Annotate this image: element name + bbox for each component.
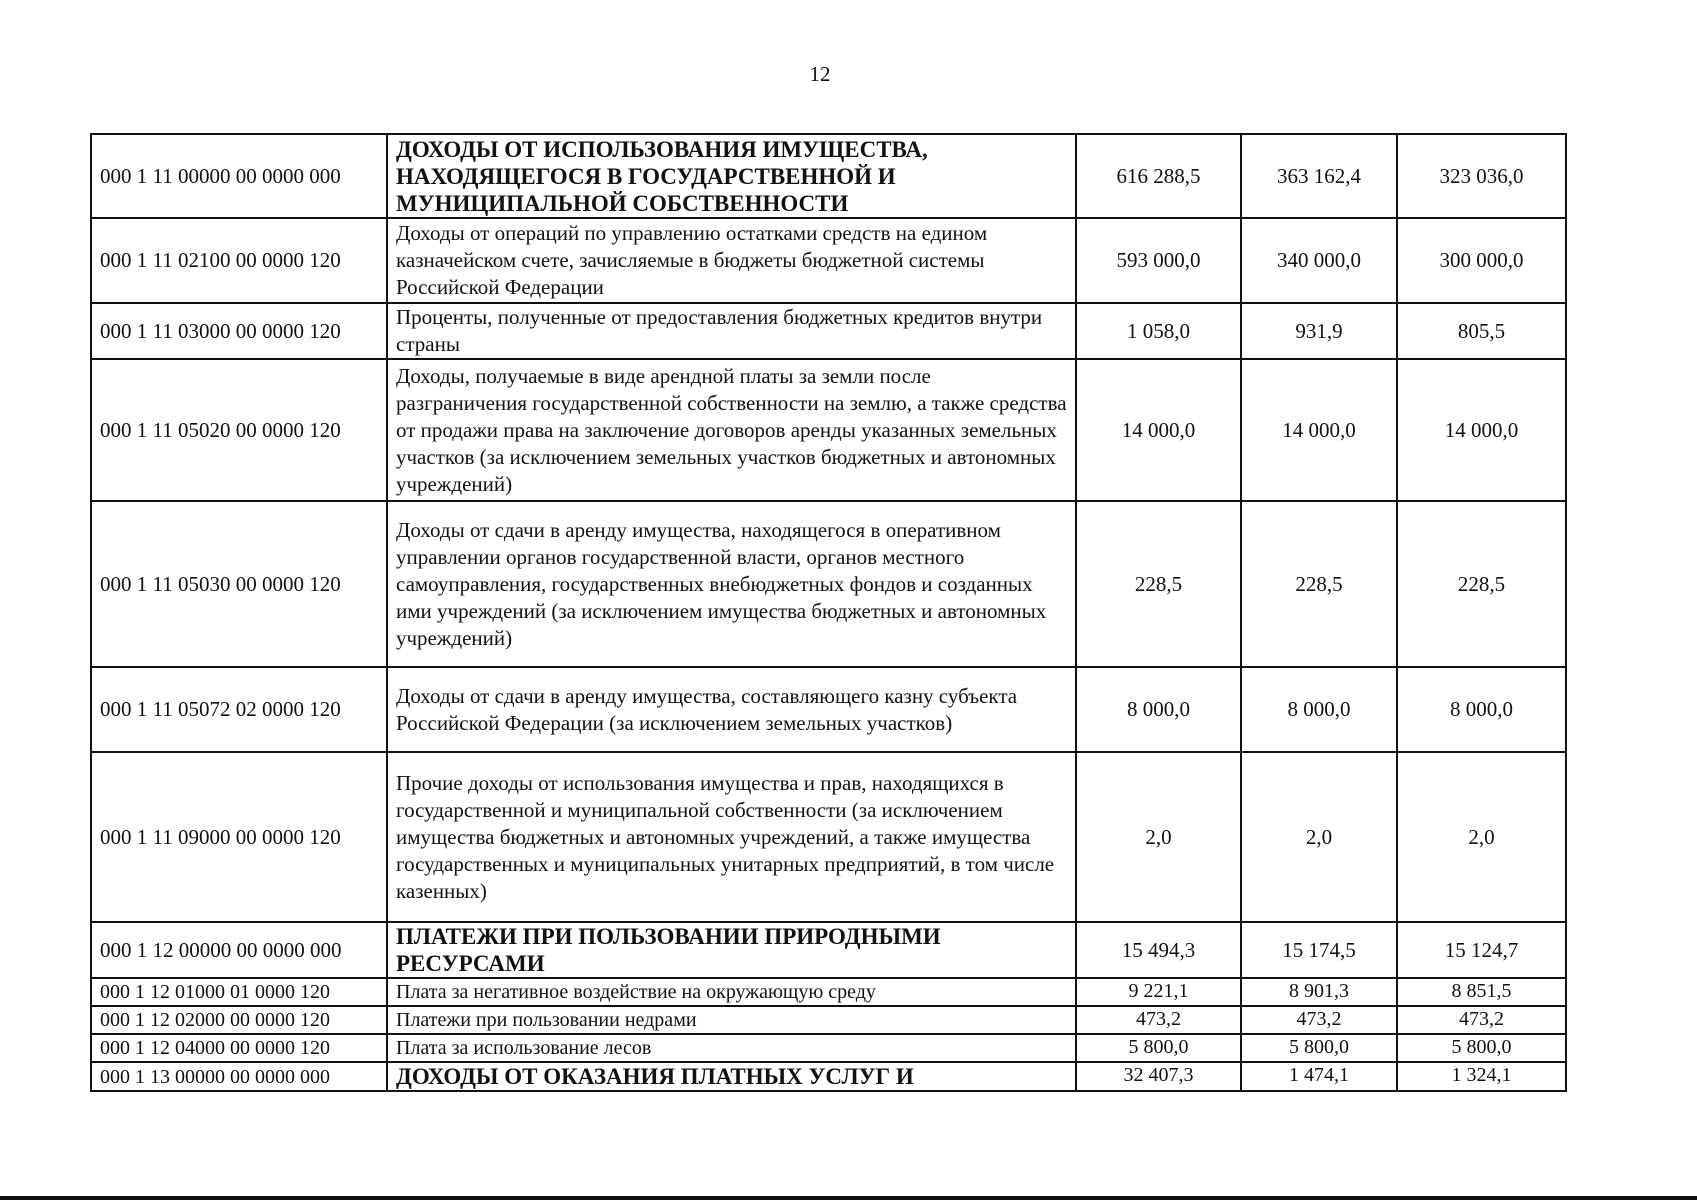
row-name: ПЛАТЕЖИ ПРИ ПОЛЬЗОВАНИИ ПРИРОДНЫМИ РЕСУРСАМИ — [387, 922, 1076, 978]
row-value-3: 300 000,0 — [1397, 218, 1566, 303]
row-name: Плата за негативное воздействие на окружающую среду — [387, 978, 1076, 1006]
row-value-3: 14 000,0 — [1397, 359, 1566, 501]
row-value-1: 616 288,5 — [1076, 134, 1241, 218]
table-row — [91, 667, 1566, 752]
row-code: 000 1 13 00000 00 0000 000 — [91, 1062, 387, 1091]
row-code: 000 1 11 02100 00 0000 120 — [91, 218, 387, 303]
row-value-3: 8 000,0 — [1397, 667, 1566, 752]
row-code: 000 1 11 09000 00 0000 120 — [91, 752, 387, 922]
row-value-3: 5 800,0 — [1397, 1034, 1566, 1062]
row-code: 000 1 11 05030 00 0000 120 — [91, 501, 387, 667]
row-name: Платежи при пользовании недрами — [387, 1006, 1076, 1034]
row-value-2: 2,0 — [1241, 752, 1397, 922]
table-row — [91, 359, 1566, 501]
page-number: 12 — [809, 62, 831, 86]
row-value-3: 805,5 — [1397, 303, 1566, 359]
row-value-2: 15 174,5 — [1241, 922, 1397, 978]
row-value-3: 15 124,7 — [1397, 922, 1566, 978]
row-code: 000 1 11 03000 00 0000 120 — [91, 303, 387, 359]
row-value-1: 14 000,0 — [1076, 359, 1241, 501]
table-row — [91, 1062, 1566, 1091]
row-value-2: 473,2 — [1241, 1006, 1397, 1034]
row-value-2: 8 901,3 — [1241, 978, 1397, 1006]
page-bottom-edge — [0, 1196, 1697, 1200]
row-name: Доходы от операций по управлению остатками средств на едином казначейском счете, зачисляемые в бюджеты бюджетной системы Российской Федерации — [387, 218, 1076, 303]
row-value-1: 473,2 — [1076, 1006, 1241, 1034]
row-code: 000 1 11 00000 00 0000 000 — [91, 134, 387, 218]
row-name: Доходы от сдачи в аренду имущества, находящегося в оперативном управлении органов государственной власти, органов местного самоуправления, государственных внебюджетных фондов и созданных ими учреждений (за исключением имущества бюджетных и автономных учреждений) — [387, 501, 1076, 667]
row-name: Прочие доходы от использования имущества и прав, находящихся в государственной и муниципальной собственности (за исключением имущества бюджетных и автономных учреждений, а также имущества государственных и муниципальных унитарных предприятий, в том числе казенных) — [387, 752, 1076, 922]
row-value-2: 340 000,0 — [1241, 218, 1397, 303]
row-value-3: 228,5 — [1397, 501, 1566, 667]
row-value-2: 228,5 — [1241, 501, 1397, 667]
table-row — [91, 1034, 1566, 1062]
table-row — [91, 501, 1566, 667]
row-name: Доходы, получаемые в виде арендной платы за земли после разграничения государственной собственности на землю, а также средства от продажи права на заключение договоров аренды указанных земельных участков (за исключением земельных участков бюджетных и автономных учреждений) — [387, 359, 1076, 501]
row-value-1: 1 058,0 — [1076, 303, 1241, 359]
table-row — [91, 1006, 1566, 1034]
row-value-1: 228,5 — [1076, 501, 1241, 667]
table-row — [91, 134, 1566, 218]
row-value-1: 9 221,1 — [1076, 978, 1241, 1006]
row-value-2: 363 162,4 — [1241, 134, 1397, 218]
table-row — [91, 752, 1566, 922]
row-code: 000 1 12 02000 00 0000 120 — [91, 1006, 387, 1034]
row-value-3: 323 036,0 — [1397, 134, 1566, 218]
row-code: 000 1 11 05020 00 0000 120 — [91, 359, 387, 501]
row-value-2: 5 800,0 — [1241, 1034, 1397, 1062]
row-value-1: 32 407,3 — [1076, 1062, 1241, 1091]
row-code: 000 1 12 01000 01 0000 120 — [91, 978, 387, 1006]
row-name: ДОХОДЫ ОТ ИСПОЛЬЗОВАНИЯ ИМУЩЕСТВА, НАХОДЯЩЕГОСЯ В ГОСУДАРСТВЕННОЙ И МУНИЦИПАЛЬНОЙ СОБСТВЕННОСТИ — [387, 134, 1076, 218]
row-value-3: 8 851,5 — [1397, 978, 1566, 1006]
row-code: 000 1 12 04000 00 0000 120 — [91, 1034, 387, 1062]
row-value-1: 593 000,0 — [1076, 218, 1241, 303]
row-code: 000 1 11 05072 02 0000 120 — [91, 667, 387, 752]
row-value-1: 8 000,0 — [1076, 667, 1241, 752]
table-row — [91, 303, 1566, 359]
row-value-2: 931,9 — [1241, 303, 1397, 359]
table-row — [91, 922, 1566, 978]
table-row — [91, 978, 1566, 1006]
row-value-2: 8 000,0 — [1241, 667, 1397, 752]
row-value-3: 1 324,1 — [1397, 1062, 1566, 1091]
row-value-3: 473,2 — [1397, 1006, 1566, 1034]
table-row — [91, 218, 1566, 303]
row-name: ДОХОДЫ ОТ ОКАЗАНИЯ ПЛАТНЫХ УСЛУГ И — [387, 1062, 1076, 1091]
row-value-1: 15 494,3 — [1076, 922, 1241, 978]
row-code: 000 1 12 00000 00 0000 000 — [91, 922, 387, 978]
row-value-1: 5 800,0 — [1076, 1034, 1241, 1062]
revenue-table — [90, 133, 1567, 1092]
row-value-3: 2,0 — [1397, 752, 1566, 922]
row-name: Проценты, полученные от предоставления бюджетных кредитов внутри страны — [387, 303, 1076, 359]
row-name: Доходы от сдачи в аренду имущества, составляющего казну субъекта Российской Федерации (за исключением земельных участков) — [387, 667, 1076, 752]
row-name: Плата за использование лесов — [387, 1034, 1076, 1062]
row-value-2: 1 474,1 — [1241, 1062, 1397, 1091]
row-value-2: 14 000,0 — [1241, 359, 1397, 501]
row-value-1: 2,0 — [1076, 752, 1241, 922]
